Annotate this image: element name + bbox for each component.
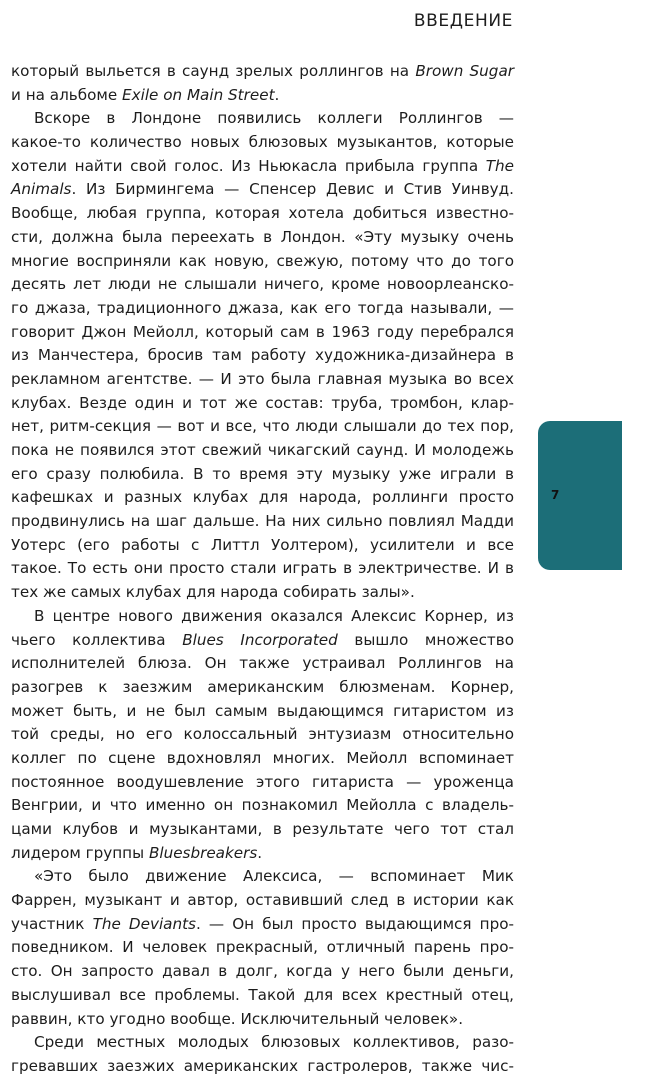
text-run: го джаза, традиционного джаза, как его тогда называли, — xyxy=(11,298,514,317)
text-line xyxy=(11,581,514,605)
page-number: 7 xyxy=(551,488,560,502)
text-line xyxy=(11,463,514,487)
text-run: сти, должна была переехать в Лондон. «Эту музыку очень xyxy=(11,227,514,246)
text-run: постоянное воодушевление этого гитариста — уроженца xyxy=(11,772,514,791)
text-line xyxy=(11,273,514,297)
text-line xyxy=(11,1008,514,1032)
text-line xyxy=(11,557,514,581)
text-run: продвинулись на шаг дальше. На них сильно повлиял Мадди xyxy=(11,512,514,531)
text-run: исполнителей блюза. Он также устраивал Роллингов на xyxy=(11,654,514,673)
text-line xyxy=(11,84,514,108)
text-line xyxy=(11,984,514,1008)
text-line xyxy=(11,747,514,771)
text-run: нет, ритм-секция — вот и все, что люди слышали до тех пор, xyxy=(11,417,514,436)
running-header: ВВЕДЕНИЕ xyxy=(413,11,513,31)
text-line xyxy=(11,936,514,960)
text-run: кафешках и разных клубах для народа, роллинги просто xyxy=(11,488,514,507)
text-line xyxy=(11,794,514,818)
text-run: пока не появился этот свежий чикагский саунд. И молодежь xyxy=(11,441,514,459)
text-line xyxy=(11,889,514,913)
text-run: гревавших заезжих американских гастролеров, также чис- xyxy=(11,1056,514,1075)
text-run: вышло множество xyxy=(337,630,515,649)
text-run: цами клубов и музыкантами, в результате чего тот стал xyxy=(11,820,514,838)
text-line xyxy=(11,534,514,558)
text-line xyxy=(11,131,514,155)
text-line xyxy=(11,202,514,226)
text-line xyxy=(11,652,514,676)
text-run: хотели найти свой голос. Из Ньюкасла прибыла группа xyxy=(11,156,486,175)
text-line xyxy=(11,510,514,534)
text-line xyxy=(11,392,514,416)
text-line xyxy=(11,700,514,724)
italic-title: Brown Sugar xyxy=(415,62,514,80)
text-line xyxy=(11,771,514,795)
text-run: . xyxy=(274,85,280,104)
text-run: поведником. И человек прекрасный, отличный парень про- xyxy=(11,938,514,957)
text-run: Уотерс (его работы с Литтл Уолтером), усилители и все xyxy=(11,535,514,554)
text-line xyxy=(11,818,514,842)
text-run: многие восприняли как новую, свежую, потому что до того xyxy=(11,251,514,270)
text-run: Вообще, любая группа, которая хотела добиться известно- xyxy=(11,204,514,223)
text-run: участник xyxy=(11,914,93,933)
text-line xyxy=(11,321,514,345)
text-line xyxy=(11,155,514,179)
italic-title: The Deviants xyxy=(92,914,196,933)
text-run: сто. Он запросто давал в долг, когда у него были деньги, xyxy=(11,962,514,981)
text-run: и на альбоме xyxy=(11,85,123,104)
text-run: говорит Джон Мейолл, который сам в 1963 году перебрался xyxy=(11,322,514,341)
text-line xyxy=(11,60,514,84)
text-line xyxy=(11,178,514,202)
text-run: Вскоре в Лондоне появились коллеги Роллингов — xyxy=(34,109,514,128)
text-run: . — Он был просто выдающимся про- xyxy=(195,914,514,933)
text-line xyxy=(11,960,514,984)
text-run: рекламном агентстве. — И это была главная музыка во всех xyxy=(11,369,514,388)
text-line xyxy=(11,629,514,653)
text-run: из Манчестера, бросив там работу художника-дизайнера в xyxy=(11,346,514,365)
text-run: Венгрии, и что именно он познакомил Мейолла с владель- xyxy=(11,796,514,815)
text-run: может быть, и не был самым выдающимся гитаристом из xyxy=(11,701,514,720)
text-run: такое. То есть они просто стали играть в электричестве. И в xyxy=(11,559,514,578)
text-line xyxy=(11,486,514,510)
text-line xyxy=(11,439,514,463)
text-run: Среди местных молодых блюзовых коллективов, разо- xyxy=(34,1033,514,1052)
text-run: «Это было движение Алексиса, — вспоминает Мик xyxy=(34,867,514,886)
body-text xyxy=(11,60,514,1079)
text-run: той среды, но его колоссальный энтузиазм относительно xyxy=(11,725,514,744)
text-line xyxy=(11,913,514,937)
text-run: тех же самых клубах для народа собирать залы». xyxy=(11,583,415,602)
text-run: клубах. Везде один и тот же состав: труба, тромбон, клар- xyxy=(11,393,514,412)
text-run: коллег по сцене вдохновлял многих. Мейолл вспоминает xyxy=(11,748,514,767)
text-run: какое-то количество новых блюзовых музыкантов, которые xyxy=(11,133,514,152)
text-run: раввин, кто угодно вообще. Исключительный человек». xyxy=(11,1009,464,1028)
text-line xyxy=(11,676,514,700)
text-run: разогрев к заезжим американским блюзменам. Корнер, xyxy=(11,677,514,696)
text-run: В центре нового движения оказался Алексис Корнер, из xyxy=(34,606,514,625)
text-run: чьего коллектива xyxy=(11,630,183,649)
text-line xyxy=(11,1055,514,1079)
text-run: . Из Бирмингема — Спенсер Девис и Стив Уинвуд. xyxy=(71,180,514,199)
text-line xyxy=(11,297,514,321)
italic-title: Bluesbreakers xyxy=(148,843,258,862)
text-run: который выльется в саунд зрелых роллингов на xyxy=(11,62,416,80)
text-line xyxy=(11,1031,514,1055)
italic-title: Blues Incorporated xyxy=(182,630,338,649)
text-line xyxy=(11,865,514,889)
text-line xyxy=(11,344,514,368)
text-run: выслушивал все проблемы. Такой для всех крестный отец, xyxy=(11,985,514,1004)
text-line xyxy=(11,226,514,250)
italic-title: Exile on Main Street xyxy=(122,85,275,104)
text-run: десять лет люди не слышали ничего, кроме новоорлеанско- xyxy=(11,275,514,294)
text-run: лидером группы xyxy=(11,843,149,862)
text-line xyxy=(11,107,514,131)
text-run: Фаррен, музыкант и автор, оставивший след в истории как xyxy=(11,891,514,910)
text-line xyxy=(11,723,514,747)
text-line xyxy=(11,605,514,629)
text-line xyxy=(11,250,514,274)
italic-title: The xyxy=(485,156,514,175)
text-line xyxy=(11,415,514,439)
text-line xyxy=(11,842,514,866)
text-run: . xyxy=(257,843,263,862)
text-run: его сразу полюбила. В то время эту музыку уже играли в xyxy=(11,464,514,483)
italic-title: Animals xyxy=(11,180,72,199)
text-line xyxy=(11,368,514,392)
